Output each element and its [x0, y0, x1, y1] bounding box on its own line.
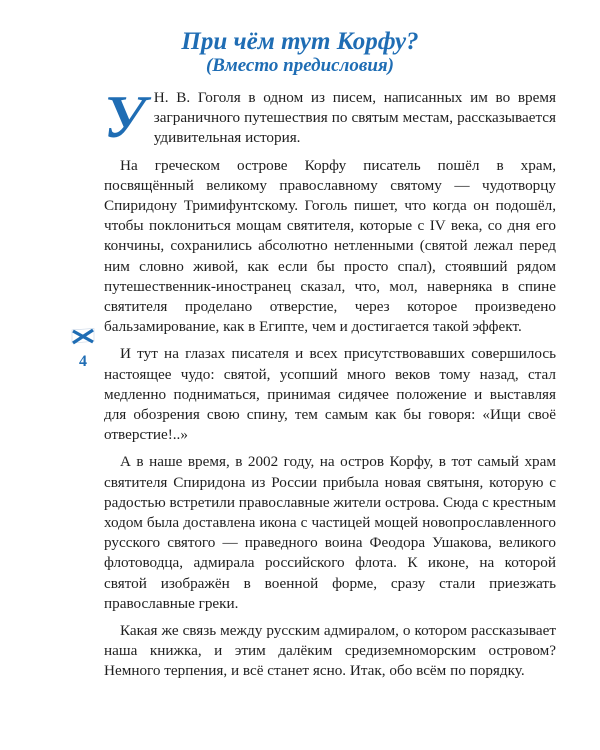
paragraph-1-text: Н. В. Гоголя в одном из писем, написанных им во время заграничного путешествия по святым местам, рассказывается удивительная история. [153, 89, 556, 147]
body-text [104, 84, 556, 689]
page-number: 4 [79, 353, 87, 370]
paragraph-1 [104, 84, 556, 150]
paragraph-4: А в наше время, в 2002 году, на остров Корфу, в тот самый храм святителя Спиридона из России прибыла новая святыня, которую с радостью встретили православные жители острова. Сюда с крестным ходом была доставлена икона с частицей мощей новопрославленного русского святого — праведного воина Феодора Ушакова, великого флотоводца, адмирала российского флота. К иконе, на которой святой изображён в военной форме, сразу стали приезжать православные греки. [104, 453, 556, 612]
chapter-title: При чём тут Корфу? [181, 28, 419, 55]
paragraph-2: На греческом острове Корфу писатель пошёл в храм, посвящённый великому православному святому — чудотворцу Спиридону Тримифунтскому. Гоголь пишет, что когда он подошёл, чтобы поклониться мощам святителя, которые с IV века, со дня его кончины, сохранились абсолютно нетленными (святой лежал перед ним словно живой, как если бы просто спал), стоявший рядом путешественник-иностранец сказал, что, мол, наверняка в спине святителя проделано отверстие, через которое произведено бальзамирование, как в Египте, чем и достигается такой эффект. [104, 156, 556, 336]
drop-cap: У [104, 84, 146, 150]
paragraph-3: И тут на глазах писателя и всех присутствовавших совершилось настоящее чудо: святой, усопший много веков тому назад, стал медленно подниматься, принимая сидячее положение и выставляя для обозрения свою спину, тем самым как бы говоря: «Ищи своё отверстие!..» [104, 345, 556, 444]
paragraph-5: Какая же связь между русским адмиралом, о котором рассказывает наша книжка, и этим далёким средиземноморским островом? Немного терпения, и всё станет ясно. Итак, обо всём по порядку. [104, 622, 556, 680]
chapter-subtitle: (Вместо предисловия) [205, 55, 395, 76]
st-andrews-flag-icon [71, 328, 97, 346]
